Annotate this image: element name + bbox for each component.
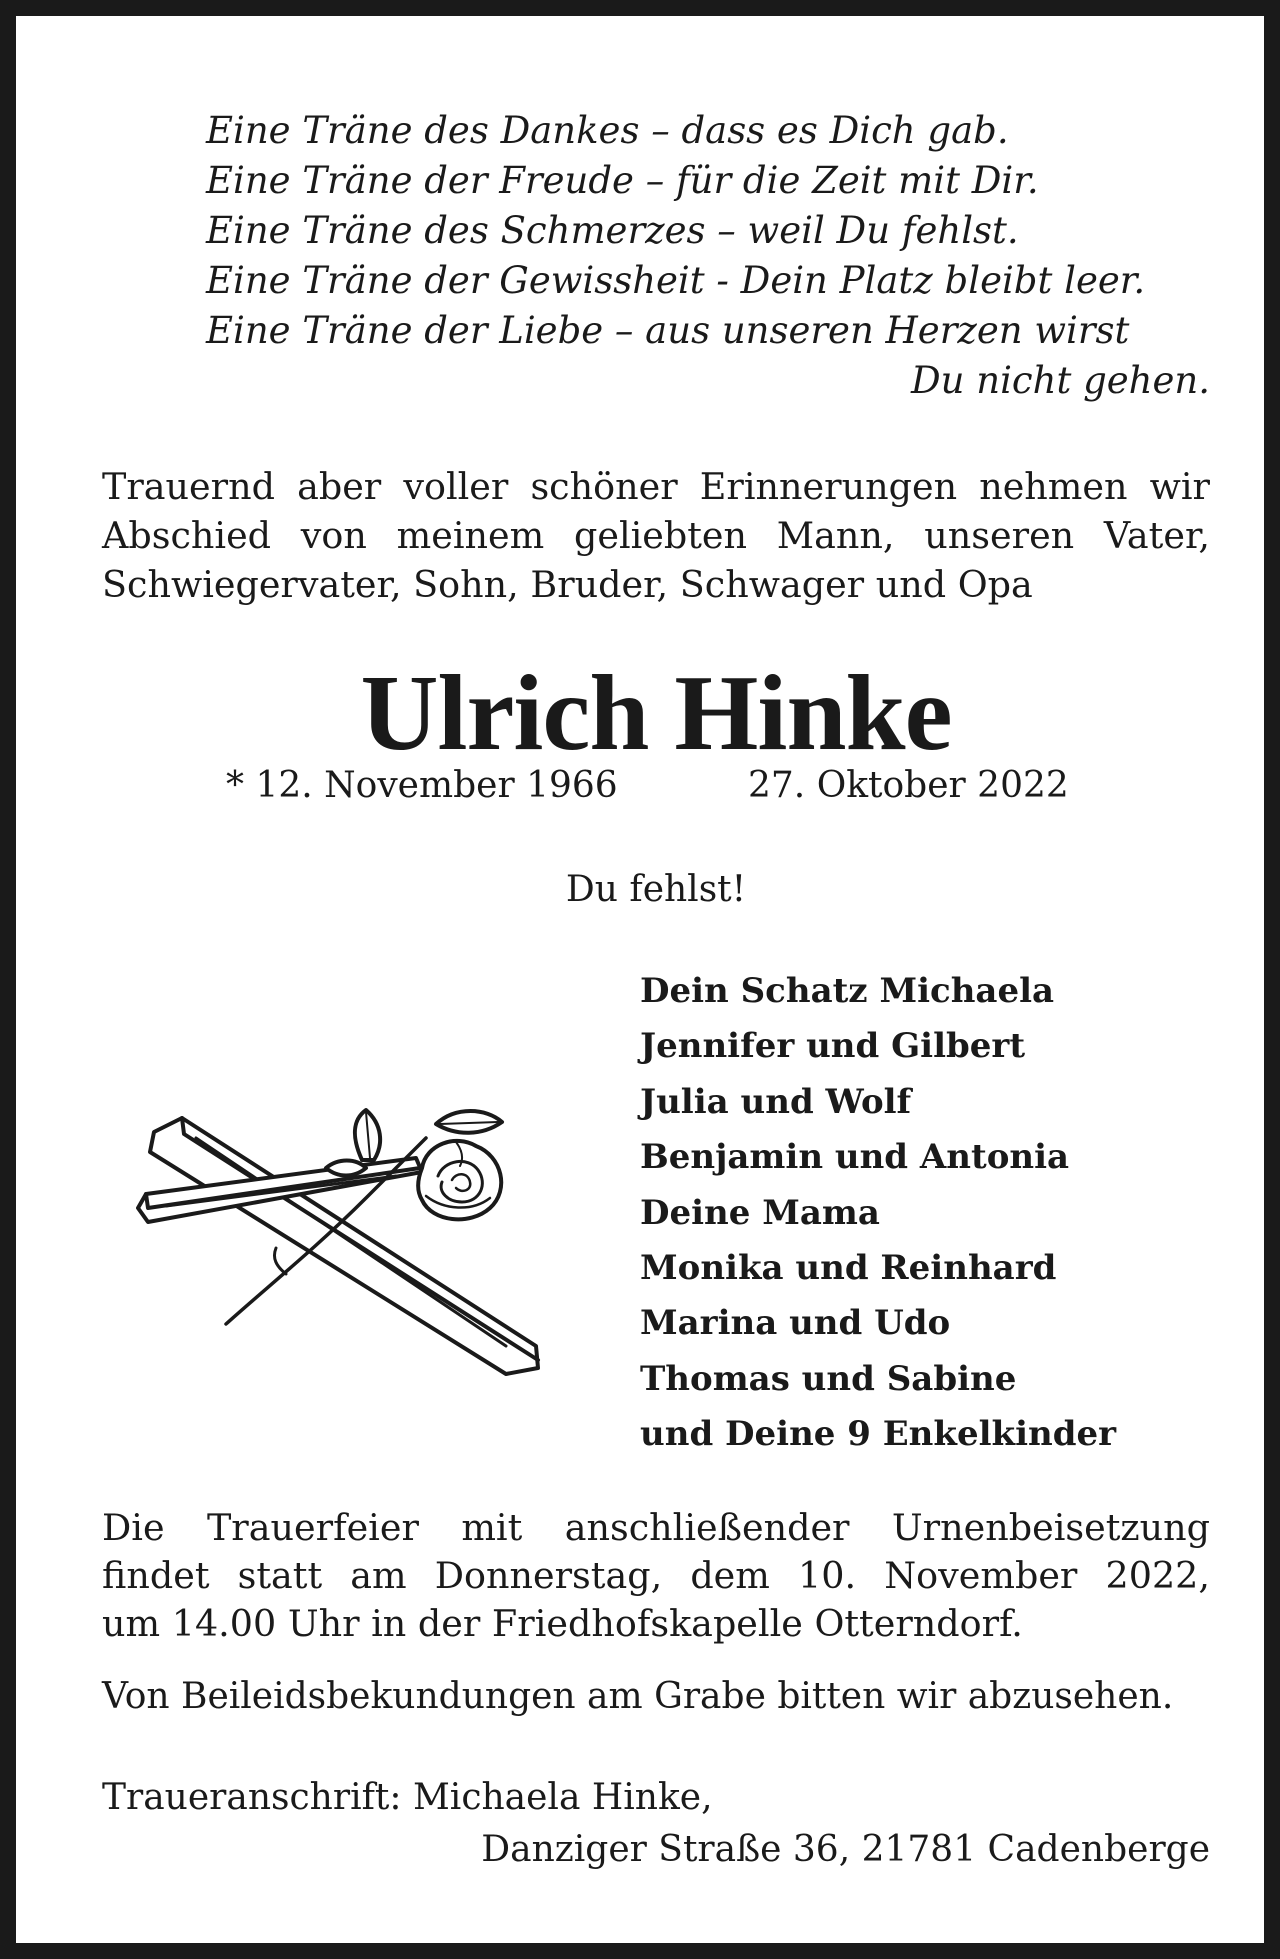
intro-line: Trauernd aber voller schöner Erinnerungen nehmen wir (102, 465, 1210, 508)
family-member: Dein Schatz Michaela (640, 971, 1055, 1011)
tagline: Du fehlst! (565, 869, 747, 910)
family-member: Thomas und Sabine (640, 1358, 1017, 1399)
ceremony-line: Die Trauerfeier mit anschließender Urnenbeisetzung (102, 1506, 1210, 1549)
poem-line: Eine Träne des Schmerzes – weil Du fehlst. (206, 209, 1019, 252)
intro-text (102, 462, 1210, 609)
poem-line: Eine Träne des Dankes – dass es Dich gab. (206, 109, 1009, 152)
intro-line: Abschied von meinem geliebten Mann, unseren Vater, (102, 514, 1210, 557)
family-member: Monika und Reinhard (640, 1248, 1057, 1289)
deceased-name: Ulrich Hinke (360, 654, 952, 773)
birth-date: * 12. November 1966 (226, 765, 618, 806)
poem (206, 106, 1210, 406)
mourning-address-street: Danziger Straße 36, 21781 Cadenberge (481, 1829, 1210, 1870)
family-member: Benjamin und Antonia (640, 1137, 1070, 1178)
obituary-notice (102, 16, 1210, 1943)
poem-line: Eine Träne der Freude – für die Zeit mit Dir. (206, 159, 1039, 202)
family-member: und Deine 9 Enkelkinder (640, 1414, 1117, 1455)
poem-line: Eine Träne der Liebe – aus unseren Herzen wirst (206, 309, 1130, 352)
family-member: Deine Mama (640, 1192, 880, 1233)
family-member: Jennifer und Gilbert (640, 1026, 1026, 1067)
intro-line: Schwiegervater, Sohn, Bruder, Schwager und Opa (102, 563, 1033, 606)
ceremony-line: um 14.00 Uhr in der Friedhofskapelle Otterndorf. (102, 1602, 1023, 1645)
cross-with-rose-icon (126, 1098, 556, 1378)
condolence-note: Von Beileidsbekundungen am Grabe bitten wir abzusehen. (102, 1676, 1174, 1717)
poem-line: Du nicht gehen. (911, 359, 1210, 402)
family-member: Marina und Udo (640, 1303, 951, 1344)
mourning-address-label: Traueranschrift: Michaela Hinke, (102, 1777, 713, 1818)
family-list (640, 964, 1200, 1463)
poem-line: Eine Träne der Gewissheit - Dein Platz bleibt leer. (206, 259, 1146, 302)
ceremony-line: findet statt am Donnerstag, dem 10. November 2022, (102, 1554, 1210, 1597)
family-member: Julia und Wolf (640, 1081, 912, 1122)
ceremony-info (102, 1504, 1210, 1648)
death-date: 27. Oktober 2022 (748, 765, 1069, 806)
